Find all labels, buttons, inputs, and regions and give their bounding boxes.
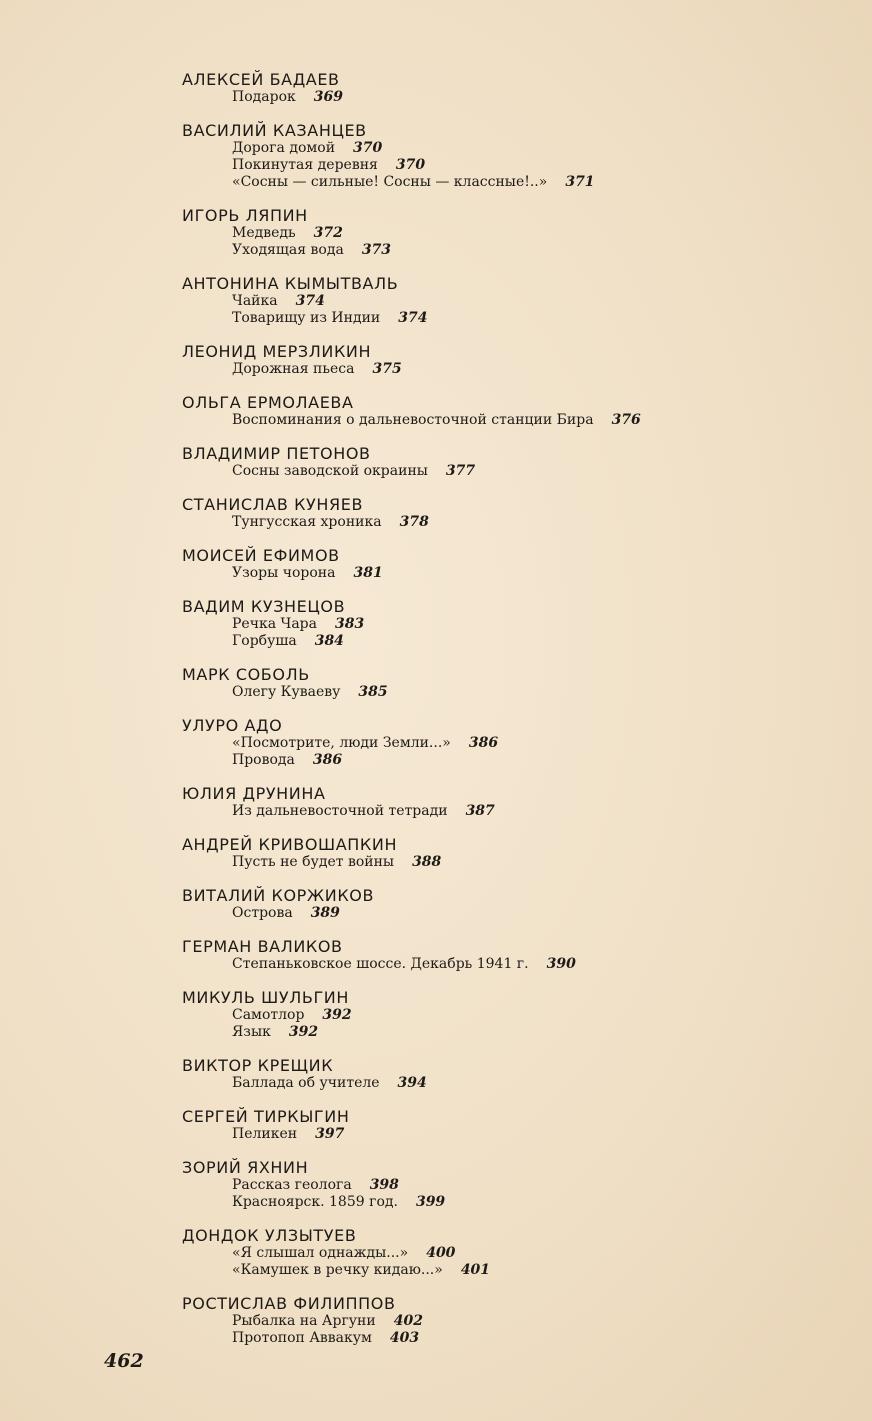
author-entry: [182, 274, 822, 327]
work-page-number: 397: [315, 1126, 345, 1142]
author-entry: [182, 835, 822, 871]
author-name: ЗОРИЙ ЯХНИН: [182, 1158, 309, 1177]
work-page-number: 390: [546, 956, 576, 972]
work-entry: [232, 1024, 822, 1041]
work-entry: [232, 803, 822, 820]
work-title: Чайка: [232, 293, 278, 309]
work-title: Подарок: [232, 89, 296, 105]
author-name: ГЕРМАН ВАЛИКОВ: [182, 937, 343, 956]
author-name: ВИТАЛИЙ КОРЖИКОВ: [182, 886, 375, 905]
author-entry: [182, 495, 822, 531]
work-page-number: 373: [361, 242, 392, 258]
author-entry: [182, 1226, 822, 1279]
author-name: ВИКТОР КРЕЩИК: [182, 1056, 334, 1075]
work-entry: [232, 1313, 822, 1330]
work-page-number: 388: [412, 854, 442, 870]
work-page-number: 371: [565, 174, 595, 190]
author-name: УЛУРО АДО: [182, 716, 283, 735]
work-title: «Я слышал однажды...»: [232, 1245, 409, 1261]
work-entry: [232, 293, 822, 310]
work-title: Провода: [232, 752, 295, 768]
work-title: Язык: [232, 1024, 271, 1040]
author-entry: [182, 444, 822, 480]
work-page-number: 389: [310, 905, 340, 921]
work-page-number: 385: [358, 684, 388, 700]
work-page-number: 386: [312, 752, 343, 768]
work-title: Баллада об учителе: [232, 1075, 380, 1091]
work-title: Пеликен: [232, 1126, 298, 1142]
author-entry: [182, 937, 822, 973]
work-title: Дорога домой: [232, 140, 336, 156]
work-entry: [232, 1126, 822, 1143]
author-name: ВАСИЛИЙ КАЗАНЦЕВ: [182, 121, 367, 140]
work-page-number: 369: [313, 89, 343, 105]
work-title: Товарищу из Индии: [232, 310, 381, 326]
work-page-number: 399: [415, 1194, 446, 1210]
work-title: Сосны заводской окраины: [232, 463, 428, 479]
author-name: СЕРГЕЙ ТИРКЫГИН: [182, 1107, 350, 1126]
author-entry: [182, 784, 822, 820]
work-entry: [232, 1007, 822, 1024]
work-entry: [232, 1075, 822, 1092]
author-entry: [182, 206, 822, 259]
author-entry: [182, 70, 822, 106]
author-name: ВАДИМ КУЗНЕЦОВ: [182, 597, 346, 616]
author-entry: [182, 1056, 822, 1092]
work-title: Дорожная пьеса: [232, 361, 355, 377]
author-entry: [182, 716, 822, 769]
work-entry: [232, 412, 822, 429]
work-page-number: 392: [322, 1007, 352, 1023]
work-entry: [232, 242, 822, 259]
work-entry: [232, 1177, 822, 1194]
work-page-number: 381: [353, 565, 383, 581]
work-title: Уходящая вода: [232, 242, 344, 258]
author-name: РОСТИСЛАВ ФИЛИППОВ: [182, 1294, 396, 1313]
work-page-number: 370: [395, 157, 426, 173]
work-entry: [232, 225, 822, 242]
author-entry: [182, 1158, 822, 1211]
work-entry: [232, 905, 822, 922]
work-entry: [232, 157, 822, 174]
author-entry: [182, 546, 822, 582]
work-title: Тунгусская хроника: [232, 514, 382, 530]
author-name: АНДРЕЙ КРИВОШАПКИН: [182, 835, 398, 854]
work-entry: [232, 1330, 822, 1347]
work-title: Медведь: [232, 225, 296, 241]
work-entry: [232, 956, 822, 973]
work-entry: [232, 684, 822, 701]
work-title: Покинутая деревня: [232, 157, 378, 173]
work-entry: [232, 310, 822, 327]
author-name: ИГОРЬ ЛЯПИН: [182, 206, 308, 225]
work-title: Из дальневосточной тетради: [232, 803, 448, 819]
work-page-number: 392: [288, 1024, 319, 1040]
work-title: Степаньковское шоссе. Декабрь 1941 г.: [232, 956, 529, 972]
work-entry: [232, 735, 822, 752]
work-entry: [232, 361, 822, 378]
work-title: Красноярск. 1859 год.: [232, 1194, 398, 1210]
work-entry: [232, 1194, 822, 1211]
work-entry: [232, 854, 822, 871]
work-entry: [232, 752, 822, 769]
work-page-number: 394: [397, 1075, 427, 1091]
work-page-number: 376: [611, 412, 641, 428]
work-entry: [232, 514, 822, 531]
author-name: ОЛЬГА ЕРМОЛАЕВА: [182, 393, 354, 412]
work-page-number: 400: [426, 1245, 456, 1261]
work-page-number: 383: [334, 616, 365, 632]
work-title: Узоры чорона: [232, 565, 336, 581]
author-name: ЮЛИЯ ДРУНИНА: [182, 784, 326, 803]
work-page-number: 398: [369, 1177, 399, 1193]
work-entry: [232, 565, 822, 582]
work-entry: [232, 174, 822, 191]
author-entry: [182, 988, 822, 1041]
author-name: МИКУЛЬ ШУЛЬГИН: [182, 988, 350, 1007]
work-page-number: 402: [393, 1313, 423, 1329]
work-page-number: 401: [460, 1262, 491, 1278]
work-entry: [232, 89, 822, 106]
author-entry: [182, 1294, 822, 1347]
work-entry: [232, 1262, 822, 1279]
work-title: Воспоминания о дальневосточной станции Бира: [232, 412, 594, 428]
work-page-number: 384: [314, 633, 344, 649]
author-entry: [182, 597, 822, 650]
work-page-number: 387: [465, 803, 495, 819]
author-name: МАРК СОБОЛЬ: [182, 665, 310, 684]
work-page-number: 374: [398, 310, 428, 326]
work-page-number: 386: [468, 735, 499, 751]
work-entry: [232, 633, 822, 650]
work-entry: [232, 140, 822, 157]
author-name: ВЛАДИМИР ПЕТОНОВ: [182, 444, 371, 463]
work-page-number: 377: [445, 463, 476, 479]
work-page-number: 370: [353, 140, 383, 156]
work-title: Острова: [232, 905, 293, 921]
work-title: «Сосны — сильные! Сосны — классные!..»: [232, 174, 548, 190]
author-entry: [182, 665, 822, 701]
author-name: СТАНИСЛАВ КУНЯЕВ: [182, 495, 364, 514]
author-name: МОИСЕЙ ЕФИМОВ: [182, 546, 340, 565]
author-entry: [182, 121, 822, 191]
work-title: Речка Чара: [232, 616, 317, 632]
work-entry: [232, 616, 822, 633]
page-number: 462: [104, 1350, 144, 1372]
author-entry: [182, 393, 822, 429]
work-page-number: 372: [313, 225, 343, 241]
work-title: Олегу Куваеву: [232, 684, 341, 700]
work-page-number: 403: [389, 1330, 420, 1346]
work-page-number: 374: [295, 293, 325, 309]
work-title: Рыбалка на Аргуни: [232, 1313, 376, 1329]
work-title: «Посмотрите, люди Земли...»: [232, 735, 451, 751]
work-page-number: 375: [372, 361, 402, 377]
work-title: Рассказ геолога: [232, 1177, 352, 1193]
author-name: АЛЕКСЕЙ БАДАЕВ: [182, 70, 340, 89]
author-name: АНТОНИНА КЫМЫТВАЛЬ: [182, 274, 399, 293]
author-entry: [182, 342, 822, 378]
work-title: Пусть не будет войны: [232, 854, 395, 870]
author-name: ЛЕОНИД МЕРЗЛИКИН: [182, 342, 372, 361]
work-title: «Камушек в речку кидаю...»: [232, 1262, 443, 1278]
work-page-number: 378: [399, 514, 429, 530]
table-of-contents: [182, 70, 822, 1362]
work-entry: [232, 1245, 822, 1262]
work-title: Протопоп Аввакум: [232, 1330, 372, 1346]
work-entry: [232, 463, 822, 480]
author-name: ДОНДОК УЛЗЫТУЕВ: [182, 1226, 357, 1245]
work-title: Самотлор: [232, 1007, 305, 1023]
author-entry: [182, 1107, 822, 1143]
author-entry: [182, 886, 822, 922]
work-title: Горбуша: [232, 633, 297, 649]
